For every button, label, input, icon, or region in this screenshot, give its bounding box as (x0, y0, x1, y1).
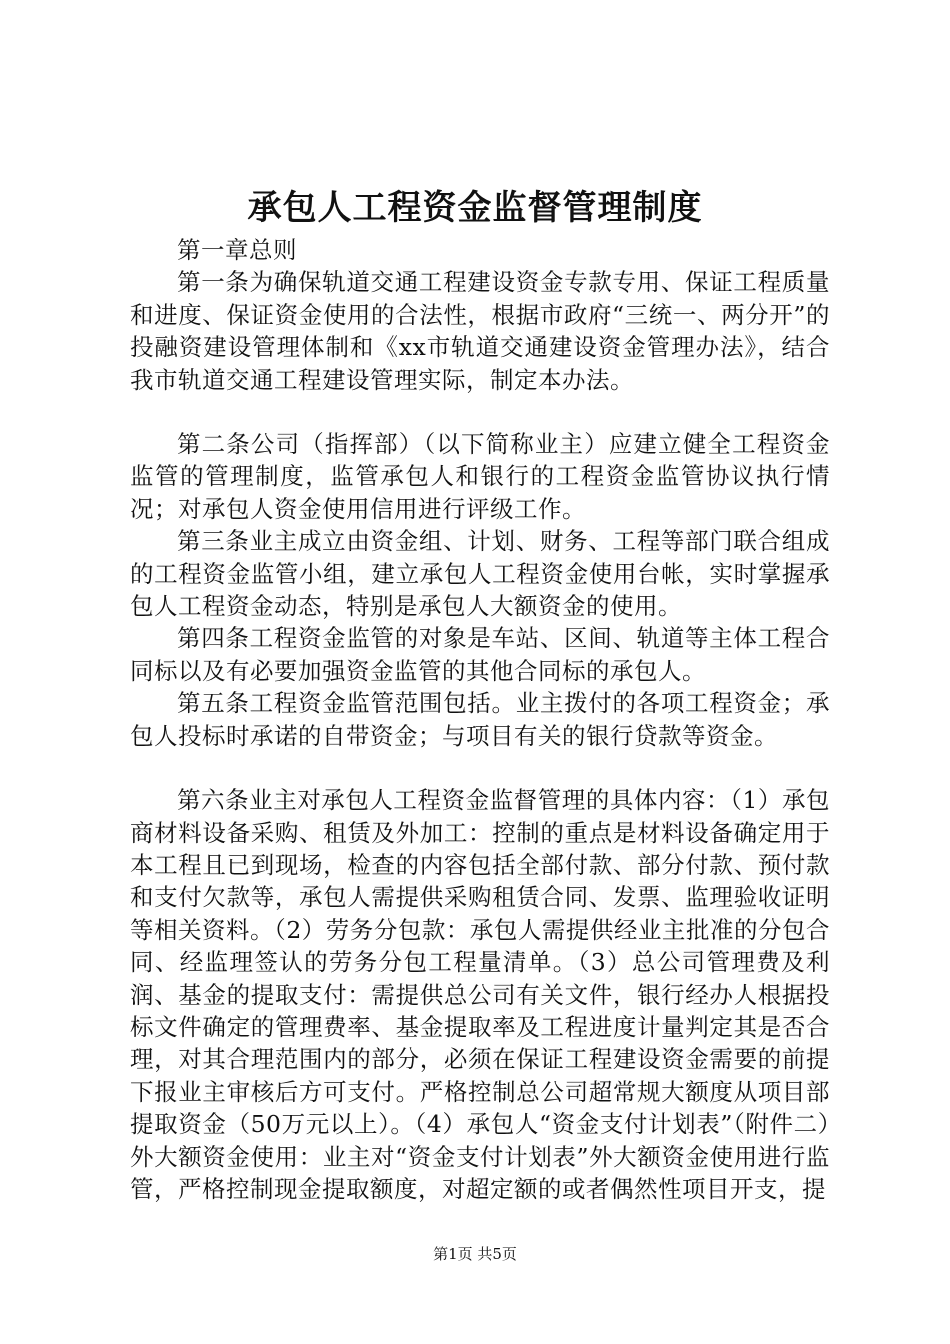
article-6: 第六条业主对承包人工程资金监督管理的具体内容：（1）承包商材料设备采购、租赁及外加工：控制的重点是材料设备确定用于本工程且已到现场，检查的内容包括全部付款、部分付款、预付款和支付欠款等，承包人需提供采购租赁合同、发票、监理验收证明等相关资料。（2）劳务分包款：承包人需提供经业主批准的分包合同、经监理签认的劳务分包工程量清单。（3）总公司管理费及利润、基金的提取支付：需提供总公司有关文件，银行经办人根据投标文件确定的管理费率、基金提取率及工程进度计量判定其是否合理，对其合理范围内的部分，必须在保证工程建设资金需要的前提下报业主审核后方可支付。严格控制总公司超常规大额度从项目部提取资金（50万元以上）。（4）承包人“资金支付计划表”（附件二）外大额资金使用：业主对“资金支付计划表”外大额资金使用进行监管，严格控制现金提取额度，对超定额的或者偶然性项目开支，提 (130, 786, 830, 1203)
article-5: 第五条工程资金监管范围包括。业主拨付的各项工程资金；承包人投标时承诺的自带资金；与项目有关的银行贷款等资金。 (130, 689, 830, 750)
document-body (130, 234, 830, 1205)
chapter-heading: 第一章总则 (177, 236, 297, 264)
article-1: 第一条为确保轨道交通工程建设资金专款专用、保证工程质量和进度、保证资金使用的合法性，根据市政府“三统一、两分开”的投融资建设管理体制和《xx市轨道交通建设资金管理办法》，结合我市轨道交通工程建设管理实际，制定本办法。 (130, 268, 830, 394)
page-footer: 第1页 共5页 (433, 1245, 517, 1263)
article-4: 第四条工程资金监管的对象是车站、区间、轨道等主体工程合同标以及有必要加强资金监管的其他合同标的承包人。 (130, 624, 830, 685)
article-3: 第三条业主成立由资金组、计划、财务、工程等部门联合组成的工程资金监管小组，建立承包人工程资金使用台帐，实时掌握承包人工程资金动态，特别是承包人大额资金的使用。 (130, 527, 830, 621)
document-title: 承包人工程资金监督管理制度 (247, 188, 703, 228)
paragraph-gap (130, 396, 830, 428)
paragraph-gap (130, 752, 830, 784)
article-2: 第二条公司（指挥部）（以下简称业主）应建立健全工程资金监管的管理制度，监管承包人和银行的工程资金监管协议执行情况；对承包人资金使用信用进行评级工作。 (130, 430, 830, 523)
